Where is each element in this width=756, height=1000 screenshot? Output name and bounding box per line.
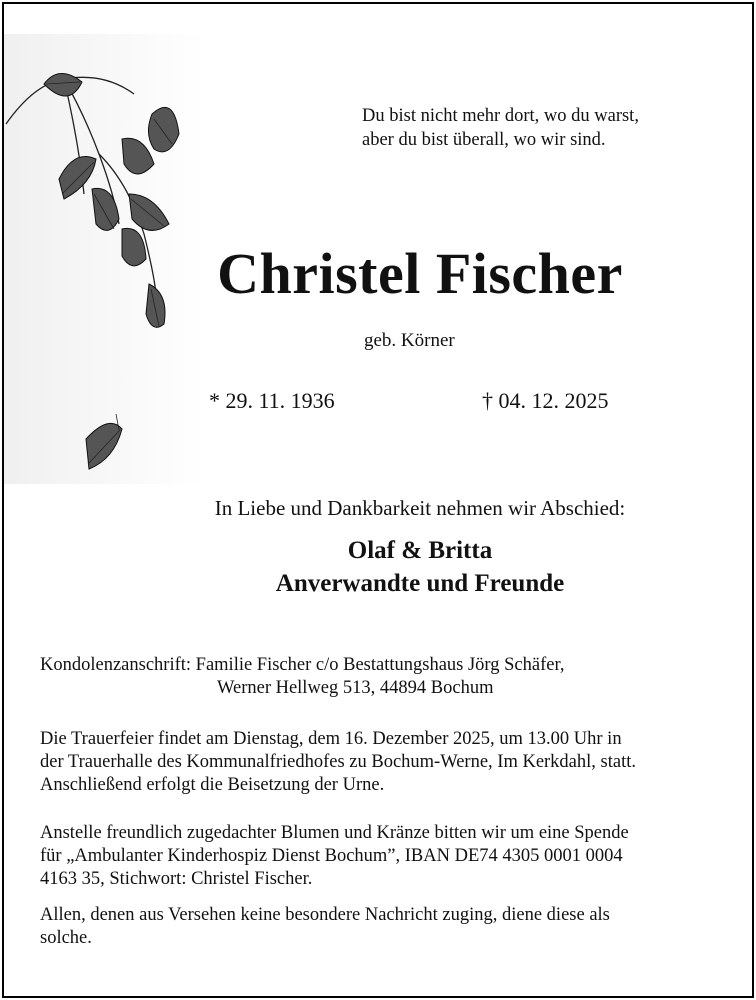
mourners-line-2: Anverwandte und Freunde <box>275 570 565 597</box>
service-info <box>40 728 730 797</box>
quote-line-2: aber du bist überall, wo wir sind. <box>362 130 606 150</box>
note-line-1: Allen, denen aus Versehen keine besondere Nachricht zuging, diene diese als <box>40 905 610 925</box>
donation-info <box>40 822 730 891</box>
donation-line-2: für „Ambulanter Kinderhospiz Dienst Bochum”, IBAN DE74 4305 0001 0004 <box>40 846 623 866</box>
quote-line-1: Du bist nicht mehr dort, wo du warst, <box>362 106 639 126</box>
condolence-line-2: Werner Hellweg 513, 44894 Bochum <box>217 678 494 698</box>
death-date: † 04. 12. 2025 <box>482 388 609 413</box>
donation-line-3: 4163 35, Stichwort: Christel Fischer. <box>40 869 313 889</box>
condolence-address <box>40 654 730 700</box>
mourners <box>4 534 756 600</box>
donation-line-1: Anstelle freundlich zugedachter Blumen und Kränze bitten wir um eine Spende <box>40 823 629 843</box>
mourners-line-1: Olaf & Britta <box>347 537 493 564</box>
service-line-1: Die Trauerfeier findet am Dienstag, dem 16. Dezember 2025, um 13.00 Uhr in <box>40 729 622 749</box>
birth-date: * 29. 11. 1936 <box>209 388 335 413</box>
maiden-name: geb. Körner <box>364 330 455 351</box>
deceased-name: Christel Fischer <box>217 241 623 306</box>
service-line-3: Anschließend erfolgt die Beisetzung der Urne. <box>40 775 385 795</box>
obituary-notice <box>2 2 754 998</box>
note-line-2: solche. <box>40 928 92 948</box>
quote <box>362 104 639 152</box>
farewell-line: In Liebe und Dankbarkeit nehmen wir Abschied: <box>214 496 626 520</box>
closing-note <box>40 904 730 950</box>
service-line-2: der Trauerhalle des Kommunalfriedhofes zu Bochum-Werne, Im Kerkdahl, statt. <box>40 752 636 772</box>
condolence-line-1: Kondolenzanschrift: Familie Fischer c/o Bestattungshaus Jörg Schäfer, <box>40 655 565 675</box>
